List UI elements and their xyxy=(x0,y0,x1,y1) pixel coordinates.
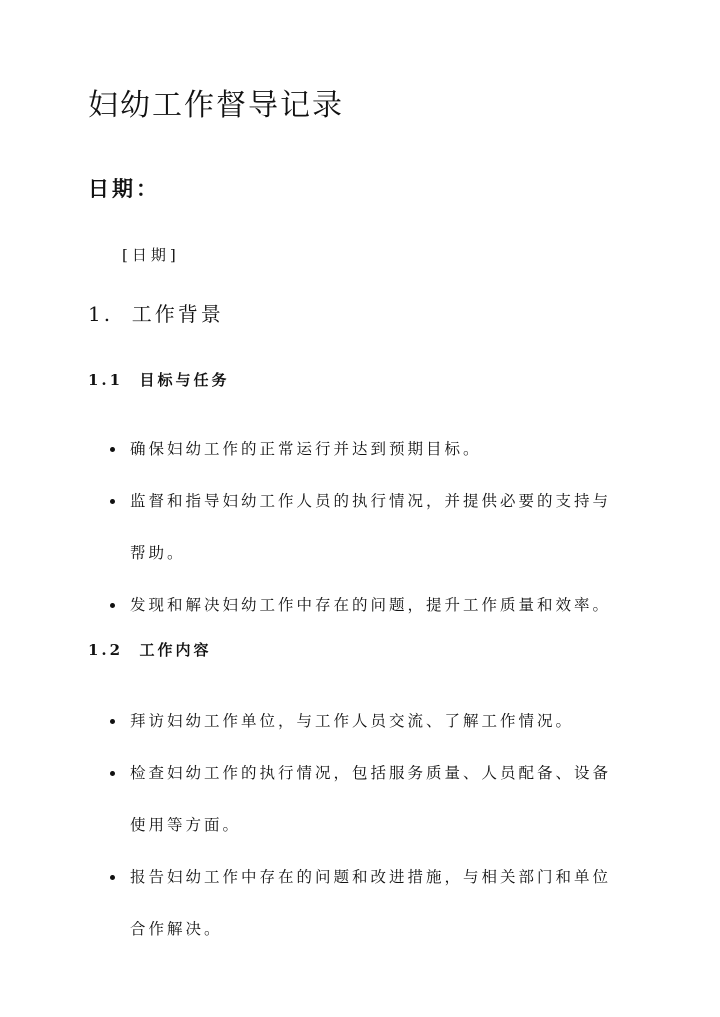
list-item xyxy=(88,423,628,475)
date-value: [日期] xyxy=(122,246,180,264)
bullet-icon xyxy=(110,719,115,724)
list-item xyxy=(88,695,628,747)
list-item-text: 报告妇幼工作中存在的问题和改进措施，与相关部门和单位合作解决。 xyxy=(130,868,612,938)
list-item-text: 发现和解决妇幼工作中存在的问题，提升工作质量和效率。 xyxy=(130,596,612,614)
bullet-icon xyxy=(110,447,115,452)
bullet-icon xyxy=(110,875,115,880)
goals-tasks-list xyxy=(88,423,628,631)
list-item xyxy=(88,747,628,851)
list-item xyxy=(88,851,628,955)
bullet-icon xyxy=(110,499,115,504)
subsection-heading-goals-tasks: 1.1 目标与任务 xyxy=(88,371,230,389)
list-item-text: 监督和指导妇幼工作人员的执行情况，并提供必要的支持与帮助。 xyxy=(130,492,612,562)
subsection-heading-work-content: 1.2 工作内容 xyxy=(88,641,212,659)
bullet-icon xyxy=(110,603,115,608)
list-item-text: 拜访妇幼工作单位，与工作人员交流、了解工作情况。 xyxy=(130,712,575,730)
list-item-text: 检查妇幼工作的执行情况，包括服务质量、人员配备、设备使用等方面。 xyxy=(130,764,612,834)
list-item xyxy=(88,475,628,579)
date-heading: 日期： xyxy=(88,176,160,201)
section-heading-work-background: 1. 工作背景 xyxy=(88,302,224,326)
list-item-text: 确保妇幼工作的正常运行并达到预期目标。 xyxy=(130,440,482,458)
work-content-list xyxy=(88,695,628,955)
list-item xyxy=(88,579,628,631)
document-title: 妇幼工作督导记录 xyxy=(88,88,344,123)
bullet-icon xyxy=(110,771,115,776)
